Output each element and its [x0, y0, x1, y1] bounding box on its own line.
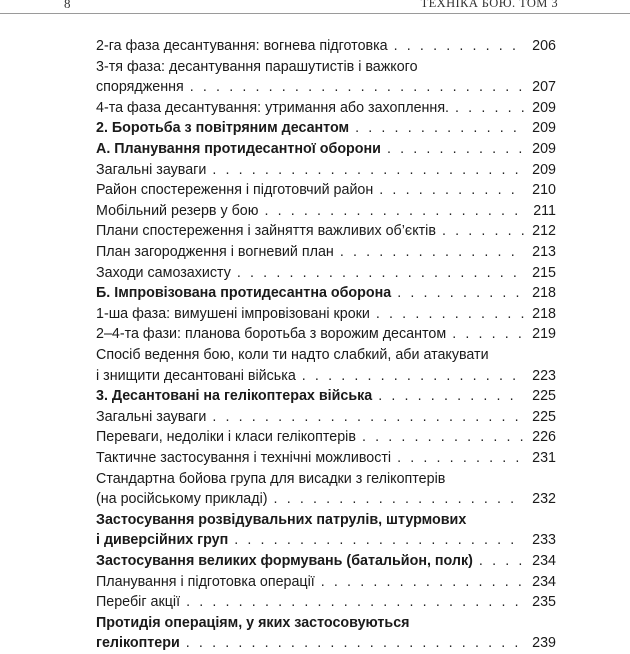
toc-page-number: 219 [532, 326, 556, 343]
toc-entry-title: Мобільний резерв у бою [96, 202, 259, 219]
toc-entry-title: Планування і підготовка операції [96, 573, 315, 590]
page-number: 8 [64, 0, 71, 11]
toc-entry[interactable] [96, 201, 556, 222]
toc-entry-title: 1-ша фаза: вимушені імпровізовані кроки [96, 305, 370, 322]
toc-entry-title-line: Спосіб ведення бою, коли ти надто слабкий, аби атакувати [96, 347, 489, 363]
toc-entry[interactable] [96, 613, 556, 654]
toc-page-number: 225 [532, 388, 556, 405]
toc-entry-title: спорядження [96, 79, 184, 96]
toc-page-number: 225 [532, 408, 556, 425]
leader-dots [274, 489, 524, 510]
toc-entry[interactable] [96, 510, 556, 551]
toc-page-number: 206 [532, 38, 556, 54]
leader-dots [442, 221, 524, 242]
toc-entry[interactable] [96, 448, 556, 469]
toc-entry[interactable] [96, 592, 556, 613]
toc-entry[interactable] [96, 304, 556, 325]
leader-dots [379, 180, 524, 201]
leader-dots [376, 304, 524, 325]
running-title: ТЕХНІКА БОЮ. ТОМ 3 [420, 0, 558, 10]
toc-entry-title: Загальні зауваги [96, 408, 207, 425]
toc-entry-title: План загородження і вогневий план [96, 244, 334, 260]
toc-entry-title: Район спостереження і підготовчий район [96, 182, 374, 199]
toc-entry[interactable] [96, 324, 556, 345]
toc-entry[interactable] [96, 572, 556, 593]
toc-entry[interactable] [96, 283, 556, 304]
toc-page-number: 239 [532, 635, 556, 652]
toc-entry[interactable] [96, 242, 556, 263]
leader-dots [362, 427, 524, 448]
leader-dots [340, 242, 524, 263]
leader-dots [212, 407, 524, 428]
toc-entry[interactable] [96, 98, 556, 119]
toc-entry-title: 2-га фаза десантування: вогнева підготовка [96, 38, 388, 54]
toc-entry[interactable] [96, 160, 556, 181]
leader-dots [455, 98, 524, 119]
leader-dots [186, 592, 524, 613]
toc-entry[interactable] [96, 36, 556, 57]
toc-entry-title: Плани спостереження і зайняття важливих об’єктів [96, 223, 436, 240]
toc-page-number: 218 [532, 285, 556, 302]
toc-entry[interactable] [96, 469, 556, 510]
leader-dots [302, 366, 524, 387]
toc-page-number: 231 [532, 450, 556, 466]
toc-page-number: 209 [532, 120, 556, 137]
toc-entry[interactable] [96, 139, 556, 160]
toc-page-number: 226 [532, 429, 556, 446]
toc-entry[interactable] [96, 180, 556, 201]
toc-page-number: 234 [532, 573, 556, 590]
leader-dots [212, 160, 524, 181]
toc-entry-title: Заходи самозахисту [96, 264, 231, 281]
toc-entry-title: гелікоптери [96, 635, 180, 652]
leader-dots [186, 633, 524, 654]
toc-entry[interactable] [96, 427, 556, 448]
toc-page-number: 223 [532, 367, 556, 384]
toc-entry-title: і знищити десантовані війська [96, 367, 296, 384]
toc-entry[interactable] [96, 221, 556, 242]
toc-page-number: 212 [532, 223, 556, 240]
toc-entry-title-line: Стандартна бойова група для висадки з гелікоптерів [96, 470, 446, 487]
leader-dots [190, 77, 524, 98]
toc-entry-title: Перебіг акції [96, 594, 181, 611]
toc-page-number: 207 [532, 79, 556, 96]
toc-page-number: 232 [532, 491, 556, 508]
leader-dots [387, 139, 524, 160]
leader-dots [321, 572, 524, 593]
toc-page-number: 218 [532, 305, 556, 322]
toc-entry-title: Загальні зауваги [96, 161, 207, 178]
leader-dots [355, 118, 524, 139]
toc-entry-title: 3. Десантовані на гелікоптерах війська [96, 388, 373, 405]
toc-entry[interactable] [96, 551, 556, 572]
toc-page-number: 215 [532, 264, 556, 281]
leader-dots [378, 386, 524, 407]
toc-entry-title: 4-та фаза десантування: утримання або захоплення. [96, 99, 450, 116]
toc-entry[interactable] [96, 345, 556, 386]
leader-dots [452, 324, 524, 345]
toc-page-number: 211 [533, 202, 556, 219]
leader-dots [264, 201, 524, 222]
toc-entry[interactable] [96, 407, 556, 428]
toc-entry-title: (на російському прикладі) [96, 491, 268, 508]
toc-page-number: 210 [532, 182, 556, 199]
toc-entry-title: 2–4-та фази: планова боротьба з ворожим десантом [96, 326, 447, 343]
toc-entry-title: Тактичне застосування і технічні можливості [96, 450, 392, 466]
toc-page-number: 209 [532, 99, 556, 116]
running-header [0, 0, 630, 14]
toc-entry-title: і диверсійних груп [96, 532, 229, 549]
leader-dots [397, 283, 524, 304]
toc-page-number: 235 [532, 594, 556, 611]
toc-entry-title: А. Планування протидесантної оборони [96, 141, 381, 157]
toc-entry[interactable] [96, 263, 556, 284]
leader-dots [237, 263, 524, 284]
toc-page-number: 233 [532, 532, 556, 549]
toc-page-number: 209 [532, 161, 556, 178]
toc-entry[interactable] [96, 386, 556, 407]
leader-dots [397, 448, 524, 469]
toc-entry-title-line: Протидія операціям, у яких застосовуються [96, 614, 410, 631]
toc-entry-title-line: Застосування розвідувальних патрулів, штурмових [96, 511, 467, 528]
toc-entry-title: Застосування великих формувань (батальйон, полк) [96, 553, 473, 569]
toc-page-number: 234 [532, 553, 556, 569]
leader-dots [234, 530, 524, 551]
toc-entry[interactable] [96, 57, 556, 98]
leader-dots [394, 36, 524, 57]
toc-page-number: 209 [532, 141, 556, 157]
toc-entry-title: Переваги, недоліки і класи гелікоптерів [96, 429, 356, 446]
toc-page-number: 213 [532, 244, 556, 260]
toc-entry[interactable] [96, 118, 556, 139]
leader-dots [479, 551, 524, 572]
toc-entry-title: 2. Боротьба з повітряним десантом [96, 120, 350, 137]
toc-entry-title: Б. Імпровізована протидесантна оборона [96, 285, 392, 302]
toc-entry-title-line: 3-тя фаза: десантування парашутистів і важкого [96, 58, 418, 75]
